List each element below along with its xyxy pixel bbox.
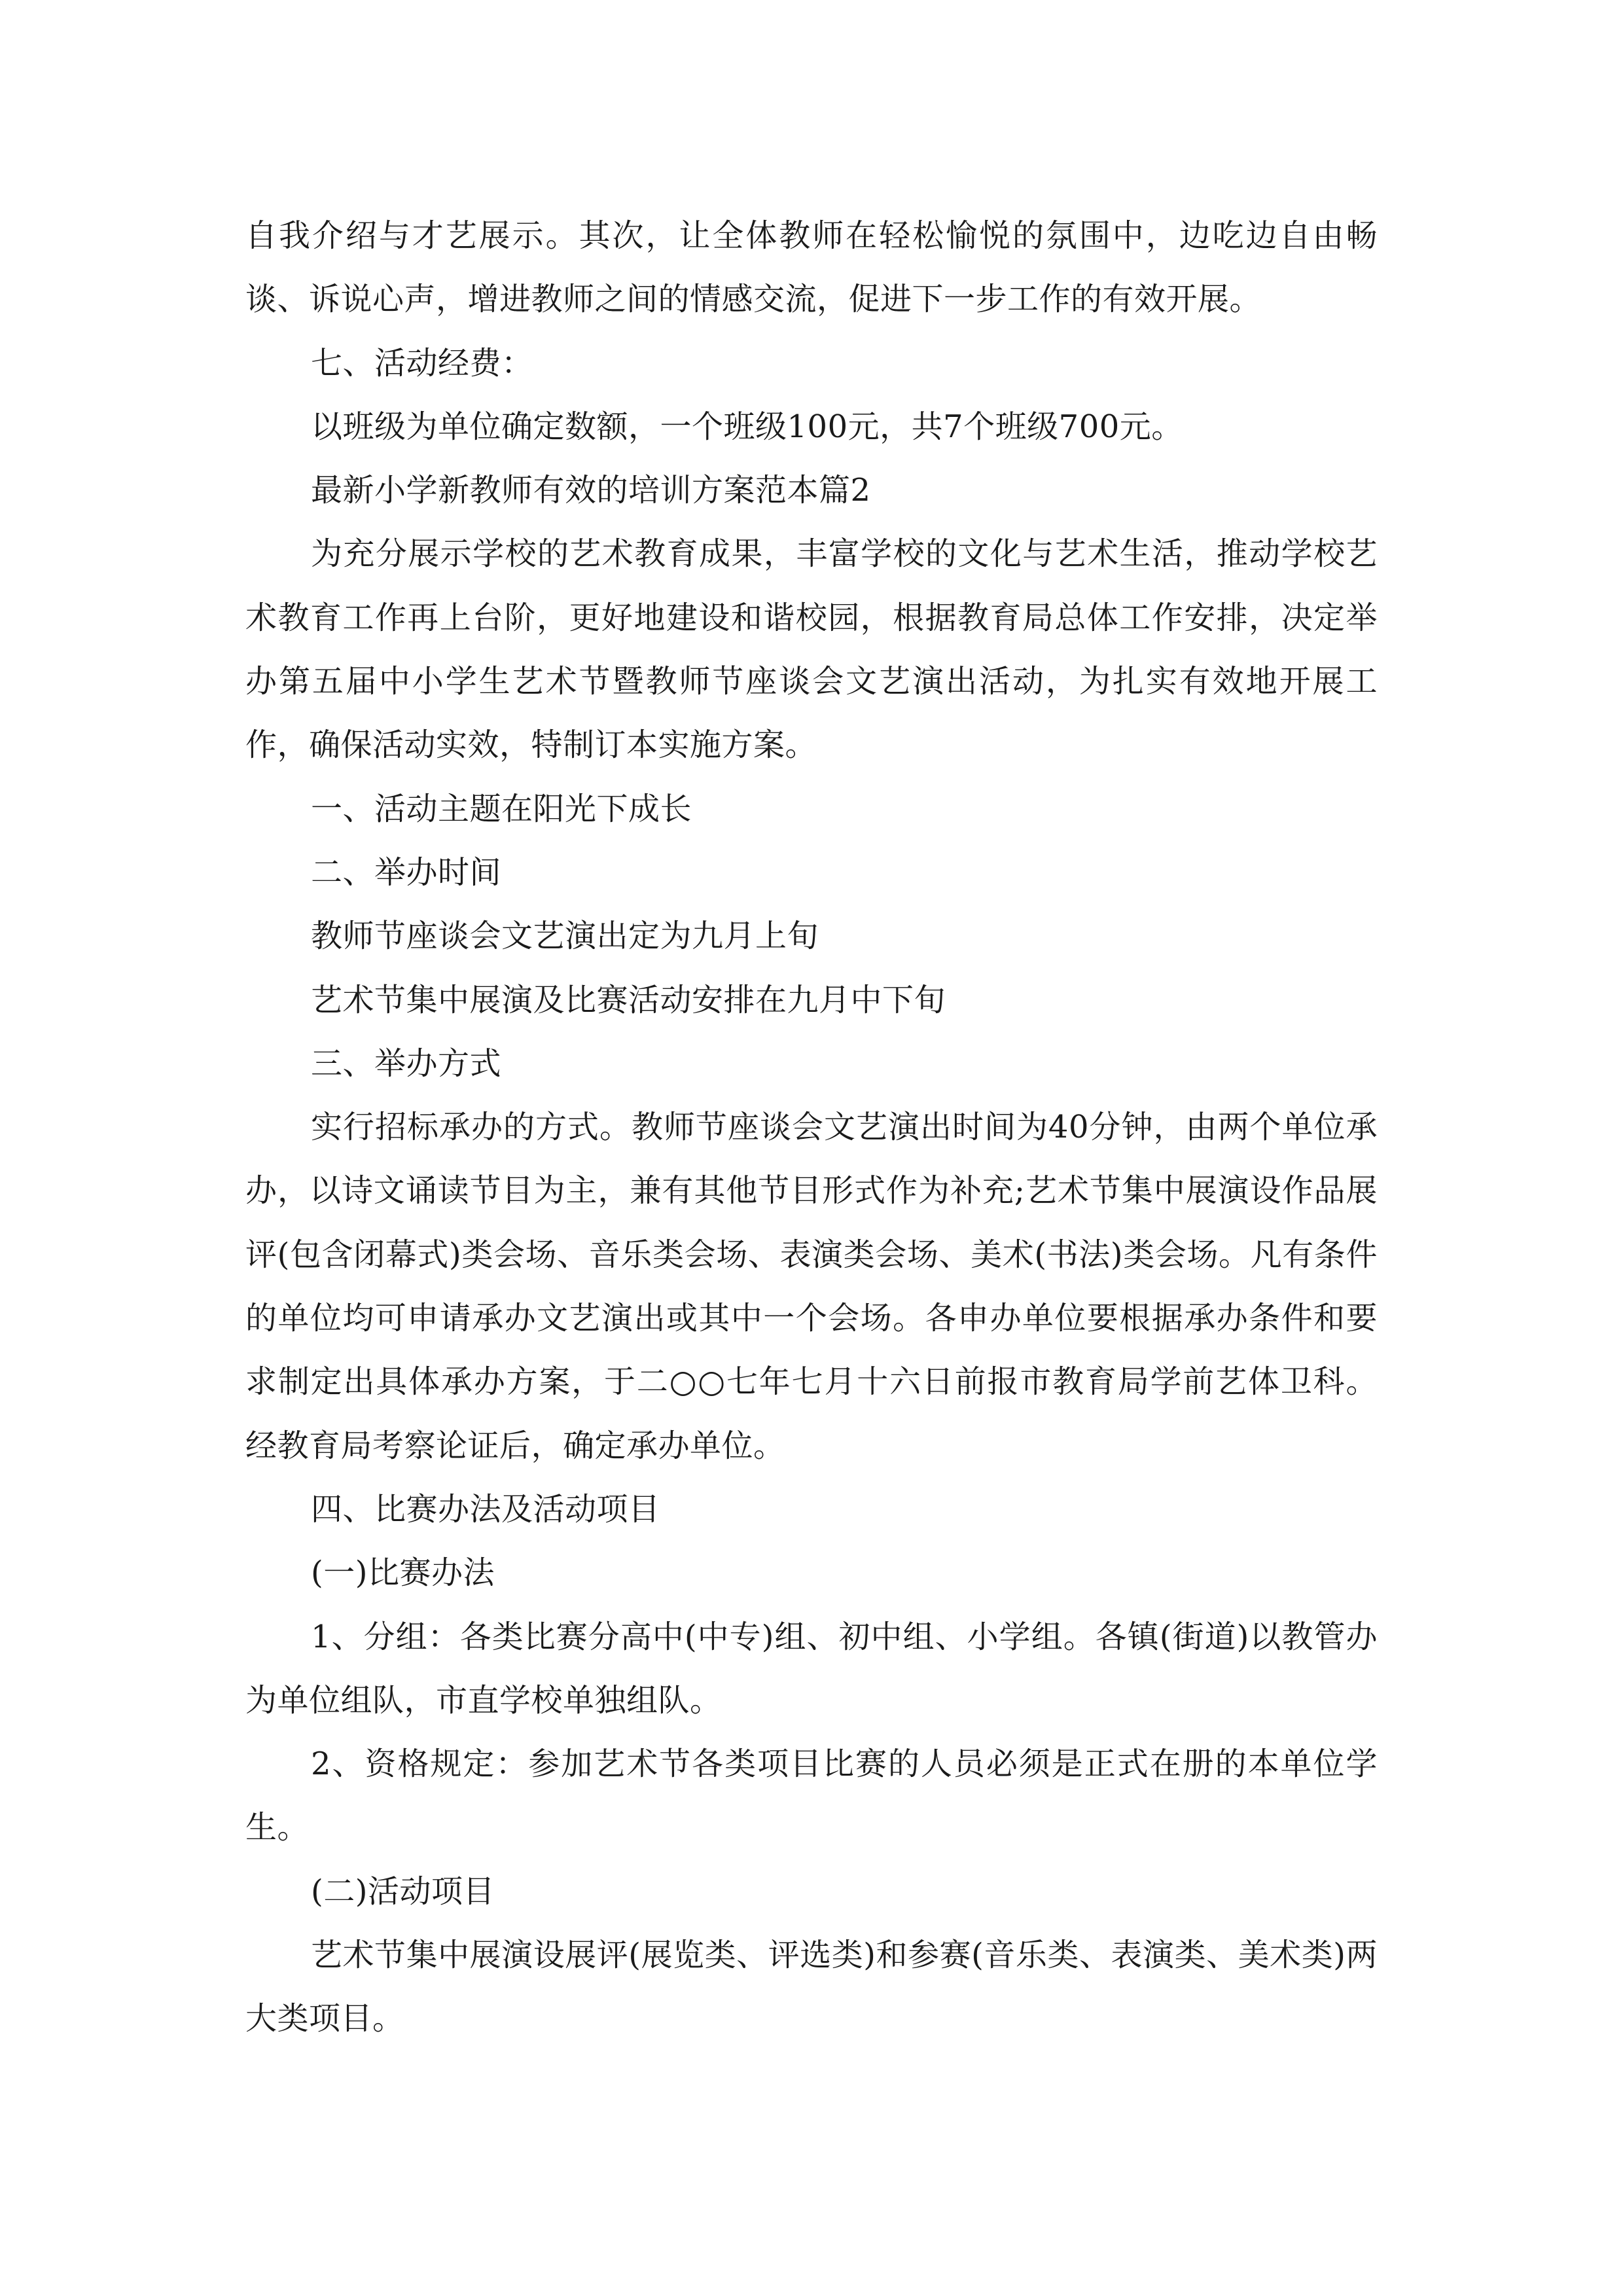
heading-theme: 一、活动主题在阳光下成长 bbox=[311, 790, 692, 827]
paragraph-schedule-art-festival: 艺术节集中展演及比赛活动安排在九月中下旬 bbox=[311, 981, 946, 1018]
subheading-competition-rules: (一)比赛办法 bbox=[311, 1554, 495, 1592]
paragraph-organization-detail: 实行招标承办的方式。教师节座谈会文艺演出时间为40分钟，由两个单位承办，以诗文诵读节目为主，兼有其他节目形式作为补充;艺术节集中展演设作品展评(包含闭幕式)类会场、音乐类会场、表演类会场、美术(书法)类会场。凡有条件的单位均可申请承办文艺演出或其中一个会场。各申办单位要根据承办条件和要求制定出具体承办方案，于二○○七年七月十六日前报市教育局学前艺体卫科。经教育局考察论证后，确定承办单位。 bbox=[245, 1109, 1378, 1464]
heading-competition-and-items: 四、比赛办法及活动项目 bbox=[311, 1490, 660, 1528]
section-title-part-2: 最新小学新教师有效的培训方案范本篇2 bbox=[311, 472, 871, 509]
paragraph-funds-detail: 以班级为单位确定数额，一个班级100元，共7个班级700元。 bbox=[311, 408, 1183, 445]
heading-activity-funds: 七、活动经费： bbox=[311, 344, 533, 382]
paragraph-activity-items-detail: 艺术节集中展演设展评(展览类、评选类)和参赛(音乐类、表演类、美术类)两大类项目。 bbox=[245, 1937, 1378, 2037]
subheading-activity-items: (二)活动项目 bbox=[311, 1873, 495, 1910]
paragraph-grouping: 1、分组：各类比赛分高中(中专)组、初中组、小学组。各镇(街道)以教管办为单位组队，市直学校单独组队。 bbox=[245, 1618, 1378, 1719]
paragraph-schedule-teachers-day: 教师节座谈会文艺演出定为九月上旬 bbox=[311, 918, 819, 955]
heading-schedule: 二、举办时间 bbox=[311, 853, 502, 891]
paragraph-purpose: 为充分展示学校的艺术教育成果，丰富学校的文化与艺术生活，推动学校艺术教育工作再上台阶，更好地建设和谐校园，根据教育局总体工作安排，决定举办第五届中小学生艺术节暨教师节座谈会文艺演出活动，为扎实有效地开展工作，确保活动实效，特制订本实施方案。 bbox=[245, 535, 1378, 764]
document-body bbox=[245, 204, 1378, 2051]
paragraph-eligibility: 2、资格规定：参加艺术节各类项目比赛的人员必须是正式在册的本单位学生。 bbox=[245, 1746, 1378, 1846]
heading-organization-method: 三、举办方式 bbox=[311, 1045, 502, 1082]
paragraph-intro-continuation: 自我介绍与才艺展示。其次，让全体教师在轻松愉悦的氛围中，边吃边自由畅谈、诉说心声，增进教师之间的情感交流，促进下一步工作的有效开展。 bbox=[245, 217, 1378, 318]
